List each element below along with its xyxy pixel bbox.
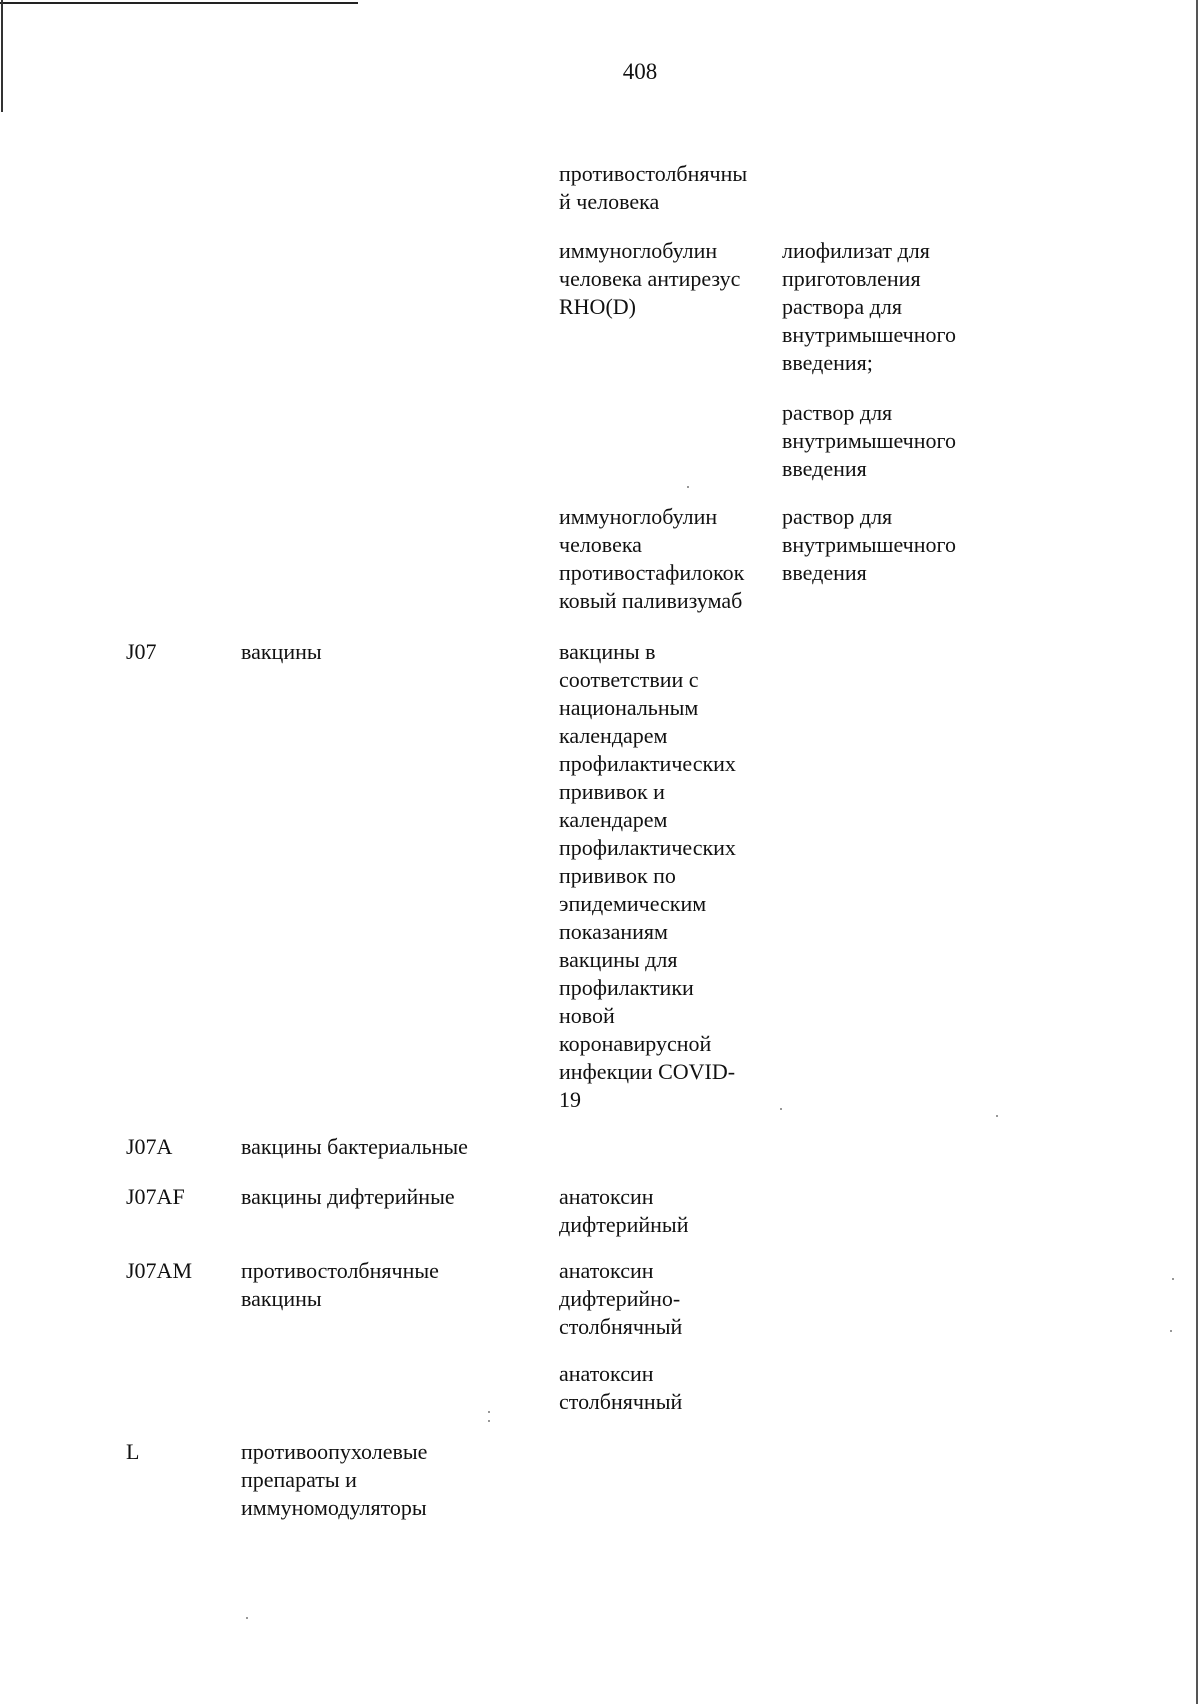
page-number: 408 <box>622 59 658 84</box>
scan-speck <box>488 1420 490 1422</box>
drug-name: анатоксин столбнячный <box>559 1361 683 1414</box>
atc-group-name: противостолбнячные вакцины <box>241 1258 439 1311</box>
scan-speck <box>780 1108 782 1110</box>
dosage-form: раствор для внутримышечного введения <box>782 504 956 585</box>
drug-name: анатоксин дифтерийно- столбнячный <box>559 1258 683 1339</box>
scan-speck <box>488 1411 490 1413</box>
atc-code: J07AM <box>126 1258 193 1283</box>
scan-artifact-top-line <box>0 2 358 4</box>
scan-speck <box>1172 1278 1174 1280</box>
drug-name: вакцины в соответствии с национальным календарем профилактических прививок и календарем профилактических прививок по эпидемическим показаниям вакцины для профилактики новой коронавирусной инфекции COVID- 19 <box>559 639 736 1112</box>
atc-code: L <box>126 1439 140 1464</box>
atc-group-name: вакцины дифтерийные <box>241 1184 455 1209</box>
atc-code: J07AF <box>126 1184 185 1209</box>
scan-speck <box>246 1617 248 1619</box>
scan-speck <box>687 486 689 488</box>
drug-name: иммуноглобулин человека противостафилокок ковый паливизумаб <box>559 504 745 613</box>
scan-artifact-left-edge <box>1 0 3 112</box>
dosage-form: раствор для внутримышечного введения <box>782 400 956 481</box>
drug-name: иммуноглобулин человека антирезус RHO(D) <box>559 238 741 319</box>
atc-code: J07 <box>126 639 157 664</box>
drug-name: противостолбнячны й человека <box>559 161 748 214</box>
scan-speck <box>996 1115 998 1117</box>
scan-speck <box>1170 1330 1172 1332</box>
scan-artifact-right-edge <box>1196 0 1198 1704</box>
atc-group-name: противоопухолевые препараты и иммуномодуляторы <box>241 1439 428 1520</box>
dosage-form: лиофилизат для приготовления раствора для внутримышечного введения; <box>782 238 956 375</box>
drug-name: анатоксин дифтерийный <box>559 1184 689 1237</box>
atc-code: J07A <box>126 1134 173 1159</box>
atc-group-name: вакцины <box>241 639 322 664</box>
atc-group-name: вакцины бактериальные <box>241 1134 468 1159</box>
